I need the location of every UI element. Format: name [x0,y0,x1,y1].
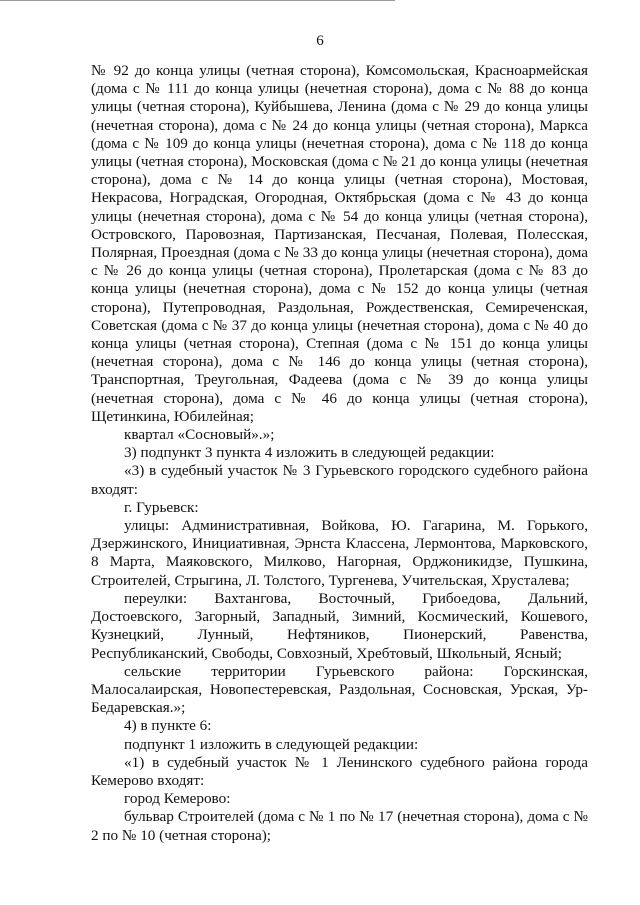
paragraph-lanes: переулки: Вахтангова, Восточный, Грибоедова, Дальний, Достоевского, Загорный, Западный, Зимний, Космический, Кошевого, Кузнецкий, Лунный, Нефтяников, Пионерский, Равенства, Республиканский, Свободы, Совхозный, Хребтовый, Школьный, Ясный; [91,589,588,662]
paragraph-street-list-continued: № 92 до конца улицы (четная сторона), Комсомольская, Красноармейская (дома с № 111 до конца улицы (нечетная сторона), дома с № 88 до конца улицы (четная сторона), Куйбышева, Ленина (дома с № 29 до конца улицы (нечетная сторона), дома с № 24 до конца улицы (четная сторона), Маркса (дома с № 109 до конца улицы (нечетная сторона), дома с № 118 до конца улицы (четная сторона), Московская (дома с № 21 до конца улицы (нечетная сторона), дома с № 14 до конца улицы (четная сторона), Мостовая, Некрасова, Ноградская, Огородная, Октябрьская (дома с № 43 до конца улицы (нечетная сторона), дома с № 54 до конца улицы (четная сторона), Островского, Паровозная, Партизанская, Песчаная, Полевая, Полесская, Полярная, Проездная (дома с № 33 до конца улицы (нечетная сторона), дома с № 26 до конца улицы (четная сторона), Пролетарская (дома с № 83 до конца улицы (нечетная сторона), дома с № 152 до конца улицы (четная сторона), Путепроводная, Раздольная, Рождественская, Семиреченская, Советская (дома с № 37 до конца улицы (нечетная сторона), дома с № 40 до конца улицы (четная сторона), Степная (дома с № 151 до конца улицы (нечетная сторона), дома с № 146 до конца улицы (четная сторона), Транспортная, Треугольная, Фадеева (дома с № 39 до конца улицы (нечетная сторона), дома с № 46 до конца улицы (четная сторона), Щетинкина, Юбилейная; [91,62,588,425]
top-rule [0,0,395,1]
paragraph-court-district-1: «1) в судебный участок № 1 Ленинского судебного района города Кемерово входят: [91,753,588,789]
paragraph-kvartal: квартал «Сосновый».»; [124,426,275,444]
paragraph-subpoint-3: 3) подпункт 3 пункта 4 изложить в следующей редакции: [124,444,495,462]
paragraph-streets: улицы: Административная, Войкова, Ю. Гагарина, М. Горького, Дзержинского, Инициативная, Эрнста Классена, Лермонтова, Марковского, 8 Марта, Маяковского, Милково, Нагорная, Орджоникидзе, Пушкина, Строителей, Стрыгина, Л. Толстого, Тургенева, Учительская, Хрусталева; [91,517,588,589]
paragraph-point-6: 4) в пункте 6: [124,717,212,735]
paragraph-boulevard: бульвар Строителей (дома с № 1 по № 17 (нечетная сторона), дома с № 2 по № 10 (четная сторона); [91,808,588,844]
paragraph-city-guryevsk: г. Гурьевск: [124,498,199,516]
paragraph-court-district-3: «3) в судебный участок № 3 Гурьевского городского судебного района входят: [91,462,588,498]
paragraph-city-kemerovo: город Кемерово: [124,790,231,808]
paragraph-subpoint-1: подпункт 1 изложить в следующей редакции: [124,735,419,753]
paragraph-rural-territories: сельские территории Гурьевского района: Горскинская, Малосалаирская, Новопестеревская, Раздольная, Сосновская, Урская, Ур-Бедаревская.»; [91,662,588,717]
page-number: 6 [316,33,324,49]
document-body [91,62,588,845]
